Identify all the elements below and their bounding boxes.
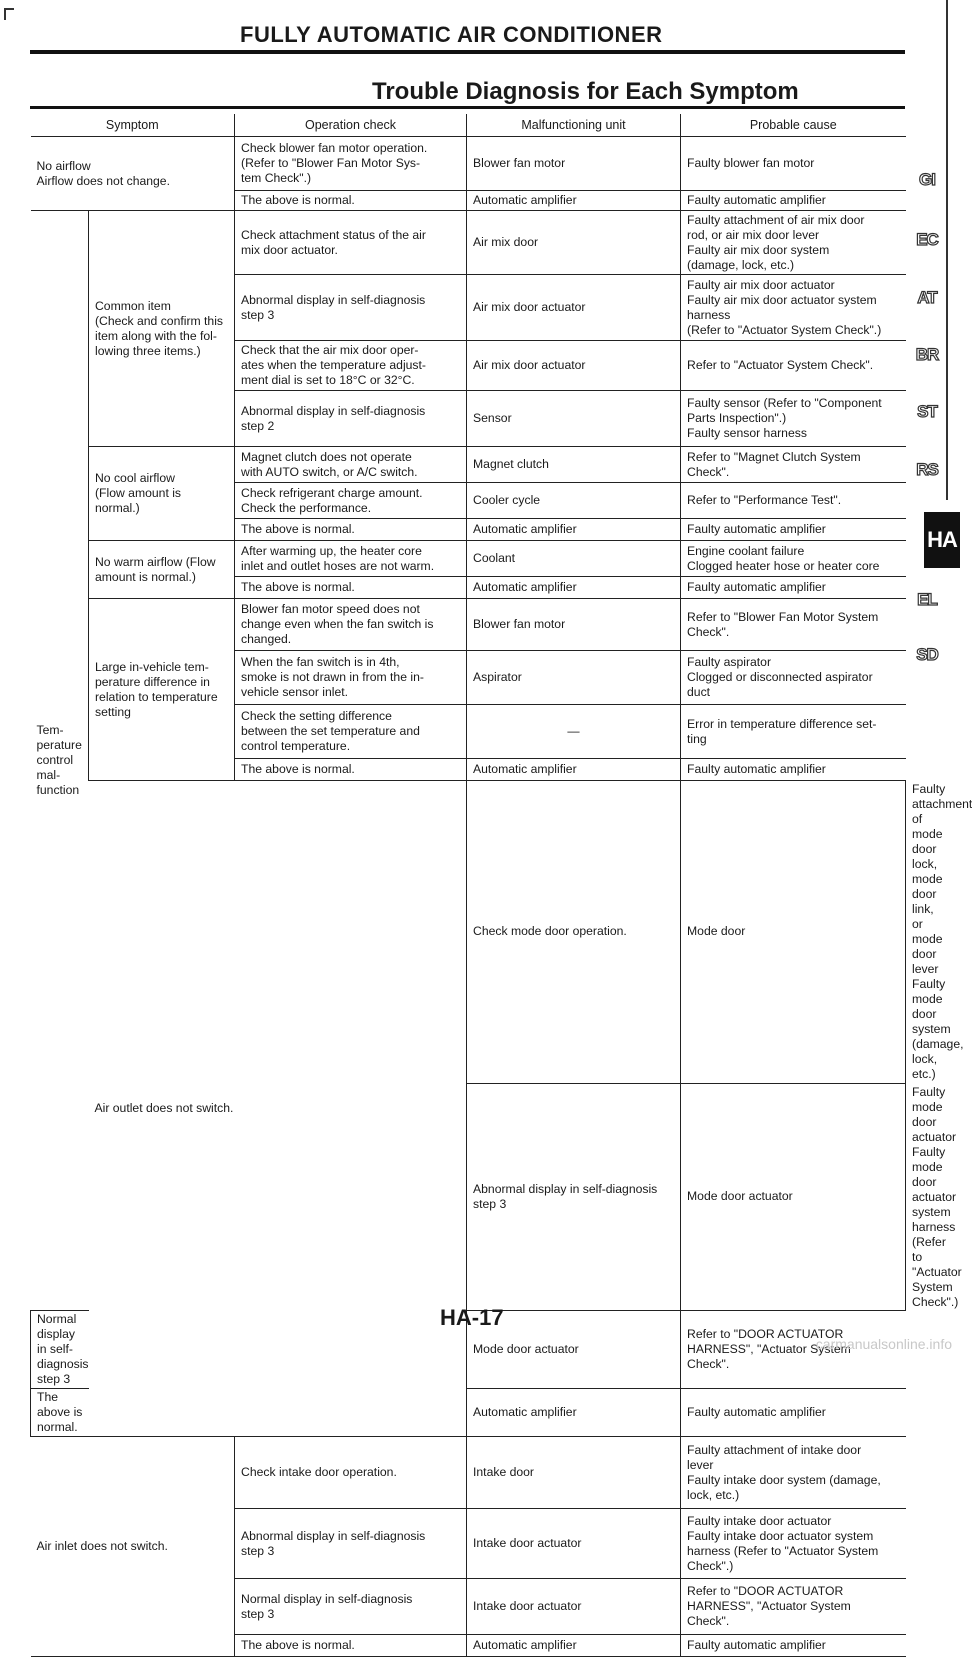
side-tab-ec[interactable]: EC [916,230,938,249]
unit-cell: Automatic amplifier [467,759,681,781]
side-tab-st[interactable]: ST [917,402,937,421]
margin-rule [946,0,948,500]
page-header: FULLY AUTOMATIC AIR CONDITIONER [240,22,663,47]
op-cell: Abnormal display in self-diagnosis step 3 [235,275,467,341]
side-tab-el[interactable]: EL [917,590,937,609]
op-cell: Magnet clutch does not operate with AUTO switch, or A/C switch. [235,447,467,483]
op-cell: Check blower fan motor operation. (Refer to "Blower Fan Motor Sys- tem Check".) [235,137,467,191]
unit-cell: Automatic amplifier [467,519,681,541]
table-row [31,599,906,651]
col-header-symptom: Symptom [31,114,235,137]
crop-mark [4,8,14,20]
unit-cell: Coolant [467,541,681,577]
table-row [31,447,906,483]
unit-cell: Mode door actuator [467,1311,681,1389]
col-header-unit: Malfunctioning unit [467,114,681,137]
cause-cell: Refer to "Actuator System Check". [681,341,906,391]
section-rule [30,106,905,109]
table-row [31,211,906,275]
section-title: Trouble Diagnosis for Each Symptom [372,78,799,105]
cause-cell: Refer to "DOOR ACTUATOR HARNESS", "Actuator System Check". [681,1311,906,1389]
cause-cell: Faulty blower fan motor [681,137,906,191]
symptom-air-outlet: Air outlet does not switch. [89,781,467,1437]
op-cell: The above is normal. [31,1389,89,1437]
table-row [31,137,906,191]
unit-cell: Aspirator [467,651,681,705]
unit-cell: Air mix door actuator [467,341,681,391]
op-cell: Blower fan motor speed does not change even when the fan switch is changed. [235,599,467,651]
table-row: Abnormal display in self-diagnosis step 3 Mode door actuator Faulty mode door actuator Faulty mode door actuator system harness (Refer to "Actuator System Check".) [31,1083,906,1311]
unit-cell: Cooler cycle [467,483,681,519]
cause-cell: Engine coolant failure Clogged heater hose or heater core [681,541,906,577]
side-tab-at[interactable]: AT [917,288,937,307]
cause-cell: Faulty automatic amplifier [681,759,906,781]
unit-cell: Intake door actuator [467,1579,681,1635]
symptom-no-cool: No cool airflow (Flow amount is normal.) [89,447,235,541]
symptom-temp-control: Tem- perature control mal- function [31,211,89,1311]
cause-cell: Refer to "Blower Fan Motor System Check". [681,599,906,651]
table-row [31,1437,906,1509]
op-cell: Check mode door operation. [467,781,681,1084]
cause-cell: Faulty attachment of intake door lever Faulty intake door system (damage, lock, etc.) [681,1437,906,1509]
col-header-cause: Probable cause [681,114,906,137]
op-cell: The above is normal. [235,191,467,211]
unit-cell: Air mix door actuator [467,275,681,341]
unit-cell: Sensor [467,391,681,447]
cause-cell: Faulty attachment of air mix door rod, or air mix door lever Faulty air mix door system (damage, lock, etc.) [681,211,906,275]
symptom-large-diff: Large in-vehicle tem- perature difference in relation to temperature setting [89,599,235,781]
op-cell: Check the setting difference between the set temperature and control temperature. [235,705,467,759]
cause-cell: Faulty automatic amplifier [681,1635,906,1657]
op-cell: Check intake door operation. [235,1437,467,1509]
symptom-no-warm: No warm airflow (Flow amount is normal.) [89,541,235,599]
cause-cell: Faulty automatic amplifier [681,191,906,211]
cause-cell: Faulty automatic amplifier [681,577,906,599]
op-cell: Abnormal display in self-diagnosis step 2 [235,391,467,447]
side-tab-ha-active[interactable]: HA [924,512,960,568]
unit-cell: Magnet clutch [467,447,681,483]
op-cell: When the fan switch is in 4th, smoke is not drawn in from the in- vehicle sensor inlet. [235,651,467,705]
op-cell: Check that the air mix door oper- ates when the temperature adjust- ment dial is set to 18°C or 32°C. [235,341,467,391]
cause-cell: Faulty intake door actuator Faulty intake door actuator system harness (Refer to "Actuator System Check".) [681,1509,906,1579]
unit-cell: — [467,705,681,759]
op-cell: Abnormal display in self-diagnosis step 3 [235,1509,467,1579]
unit-cell: Mode door [681,781,906,1084]
unit-cell: Automatic amplifier [467,191,681,211]
cause-cell: Faulty automatic amplifier [681,1389,906,1437]
table-header-row [31,114,906,137]
cause-cell: Error in temperature difference set- ting [681,705,906,759]
side-tab-sd[interactable]: SD [916,645,938,664]
op-cell: The above is normal. [235,519,467,541]
unit-cell: Intake door actuator [467,1509,681,1579]
side-tab-rs[interactable]: RS [916,460,938,479]
unit-cell: Blower fan motor [467,137,681,191]
symptom-air-inlet: Air inlet does not switch. [31,1437,235,1657]
op-cell: Normal display in self-diagnosis step 3 [31,1311,89,1389]
table-row: Air outlet does not switch. Check mode door operation. Mode door Faulty attachment of mode door lock, mode door link, or mode door lever Faulty mode door system (damage, lock, etc.) [31,781,906,1084]
unit-cell: Intake door [467,1437,681,1509]
op-cell: The above is normal. [235,1635,467,1657]
cause-cell: Refer to "DOOR ACTUATOR HARNESS", "Actuator System Check". [681,1579,906,1635]
col-header-operation: Operation check [235,114,467,137]
header-rule [30,50,905,54]
cause-cell: Refer to "Performance Test". [681,483,906,519]
op-cell: Check refrigerant charge amount. Check the performance. [235,483,467,519]
cause-cell: Faulty aspirator Clogged or disconnected aspirator duct [681,651,906,705]
cause-cell: Refer to "Magnet Clutch System Check". [681,447,906,483]
side-tab-gi[interactable]: GI [919,170,935,189]
op-cell: The above is normal. [235,759,467,781]
op-cell: The above is normal. [235,577,467,599]
cause-cell: Faulty air mix door actuator Faulty air mix door actuator system harness (Refer to "Actuator System Check".) [681,275,906,341]
symptom-common-item: Common item (Check and confirm this item along with the fol- lowing three items.) [89,211,235,447]
unit-cell: Blower fan motor [467,599,681,651]
page-number: HA-17 [440,1305,504,1330]
op-cell: After warming up, the heater core inlet and outlet hoses are not warm. [235,541,467,577]
unit-cell: Air mix door [467,211,681,275]
op-cell: Normal display in self-diagnosis step 3 [235,1579,467,1635]
cause-cell: Faulty sensor (Refer to "Component Parts Inspection".) Faulty sensor harness [681,391,906,447]
unit-cell: Automatic amplifier [467,1635,681,1657]
unit-cell: Mode door actuator [681,1083,906,1311]
symptom-no-airflow: No airflow Airflow does not change. [31,137,235,211]
cause-cell: Faulty automatic amplifier [681,519,906,541]
side-tab-br[interactable]: BR [915,345,939,364]
unit-cell: Automatic amplifier [467,1389,681,1437]
table-row [31,541,906,577]
unit-cell: Automatic amplifier [467,577,681,599]
op-cell: Abnormal display in self-diagnosis step 3 [467,1083,681,1311]
op-cell: Check attachment status of the air mix door actuator. [235,211,467,275]
watermark: carmanualsonline.info [815,1336,952,1352]
